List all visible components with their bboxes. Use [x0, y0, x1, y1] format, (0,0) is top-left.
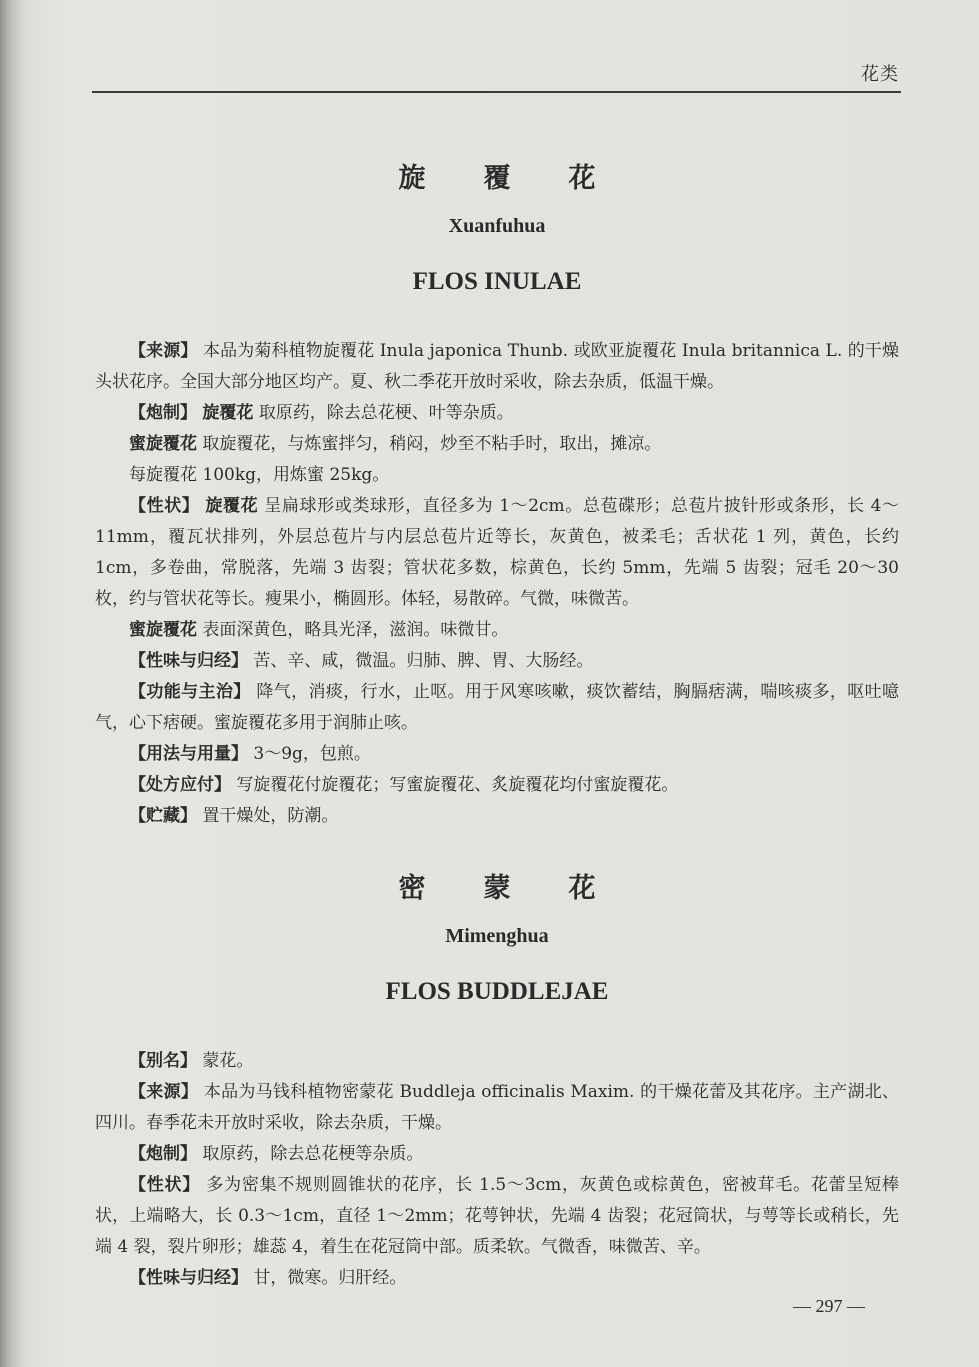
entry-title-pinyin: Mimenghua — [445, 925, 549, 947]
section-label: 【性味与归经】 — [129, 651, 248, 671]
paragraph-source: 【来源】 本品为马钱科植物密蒙花 Buddleja officinalis Maxim. 的干燥花蕾及其花序。主产湖北、四川。春季花未开放时采收，除去杂质，干燥。 — [95, 1082, 899, 1133]
paragraph-processing: 【炮制】 取原药，除去总花梗等杂质。 — [129, 1144, 424, 1164]
entry-body — [95, 1046, 899, 1294]
section-label: 【用法与用量】 — [129, 744, 248, 764]
section-label: 【来源】 — [129, 1082, 199, 1102]
entry-title-latin: FLOS INULAE — [412, 268, 582, 295]
section-label: 【贮藏】 — [129, 806, 197, 826]
entry-body — [95, 336, 899, 832]
section-label: 【性状】 — [129, 496, 200, 516]
entry-xuanfuhua — [95, 156, 899, 832]
section-label: 【性味与归经】 — [129, 1268, 248, 1288]
paragraph-processing: 【炮制】 旋覆花 取原药，除去总花梗、叶等杂质。 — [129, 403, 514, 423]
section-label: 【来源】 — [129, 341, 198, 361]
entry-title-chinese: 密蒙花 — [398, 873, 654, 904]
paragraph-dosage: 【用法与用量】 3～9g，包煎。 — [129, 744, 371, 764]
running-head: 花类 — [861, 64, 899, 85]
section-label: 【炮制】 — [129, 1144, 197, 1164]
section-label: 【性状】 — [129, 1175, 201, 1195]
paragraph-storage: 【贮藏】 置干燥处，防潮。 — [129, 806, 339, 826]
paragraph-source: 【来源】 本品为菊科植物旋覆花 Inula japonica Thunb. 或欧亚旋覆花 Inula britannica L. 的干燥头状花序。全国大部分地区均产。夏、秋二季花开放时采收，除去杂质，低温干燥。 — [95, 341, 900, 392]
page-number: — 297 — — [793, 1296, 865, 1316]
paragraph-ratio: 每旋覆花 100kg，用炼蜜 25kg。 — [129, 465, 390, 485]
section-label: 【功能与主治】 — [129, 682, 251, 702]
section-label: 【炮制】 — [129, 403, 197, 423]
paragraph-function: 【功能与主治】 降气，消痰，行水，止呕。用于风寒咳嗽，痰饮蓄结，胸膈痞满，喘咳痰多，呕吐噫气，心下痞硬。蜜旋覆花多用于润肺止咳。 — [95, 682, 899, 733]
paragraph-processing-honey: 蜜旋覆花 取旋覆花，与炼蜜拌匀，稍闷，炒至不粘手时，取出，摊凉。 — [129, 434, 662, 454]
paragraph-alias: 【别名】 蒙花。 — [129, 1051, 254, 1071]
paragraph-characters-honey: 蜜旋覆花 表面深黄色，略具光泽，滋润。味微甘。 — [129, 620, 509, 640]
entry-title-chinese: 旋覆花 — [398, 163, 654, 194]
section-label: 【处方应付】 — [129, 775, 231, 795]
entry-title-pinyin: Xuanfuhua — [448, 215, 546, 237]
paragraph-characters: 【性状】 多为密集不规则圆锥状的花序，长 1.5～3cm，灰黄色或棕黄色，密被茸毛。花蕾呈短棒状，上端略大，长 0.3～1cm，直径 1～2mm；花萼钟状，先端 4 齿裂；花冠筒状，与萼等长或稍长，先端 4 裂，裂片卵形；雄蕊 4，着生在花冠筒中部。质柔软。气微香，味微苦、辛。 — [95, 1175, 900, 1257]
section-label: 【别名】 — [129, 1051, 197, 1071]
header-rule — [92, 91, 901, 93]
paragraph-nature-meridian: 【性味与归经】 甘，微寒。归肝经。 — [129, 1268, 407, 1288]
entry-title-latin: FLOS BUDDLEJAE — [385, 978, 609, 1005]
paragraph-prescription: 【处方应付】 写旋覆花付旋覆花；写蜜旋覆花、炙旋覆花均付蜜旋覆花。 — [129, 775, 679, 795]
entry-mimenghua — [95, 866, 899, 1294]
paragraph-nature-meridian: 【性味与归经】 苦、辛、咸，微温。归肺、脾、胃、大肠经。 — [129, 651, 594, 671]
paragraph-characters: 【性状】 旋覆花 呈扁球形或类球形，直径多为 1～2cm。总苞碟形；总苞片披针形或条形，长 4～11mm，覆瓦状排列，外层总苞片与内层总苞片近等长，灰黄色，被柔毛；舌状花 1 列，黄色，长约 1cm，多卷曲，常脱落，先端 3 齿裂；管状花多数，棕黄色，长约 5mm，先端 5 齿裂；冠毛 20～30 枚，约与管状花等长。瘦果小，椭圆形。体轻，易散碎。气微，味微苦。 — [95, 496, 900, 609]
